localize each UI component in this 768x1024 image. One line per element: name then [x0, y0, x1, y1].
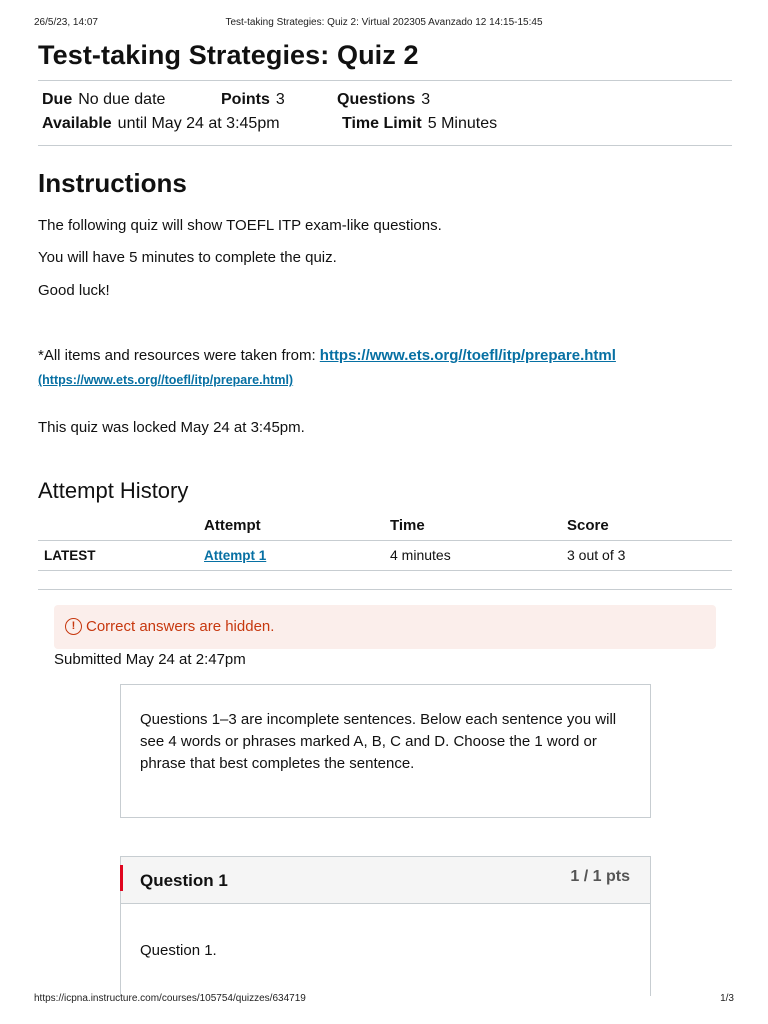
source-note — [38, 346, 732, 366]
print-footer — [34, 993, 734, 1007]
due-label: Due — [42, 91, 73, 108]
due-detail — [42, 89, 165, 111]
column-header: Attempt — [204, 512, 390, 540]
question-marker — [120, 865, 123, 891]
instructions-paragraph: Good luck! — [38, 282, 110, 299]
correct-answers-hidden-alert — [54, 605, 716, 649]
due-value: No due date — [78, 91, 166, 108]
attempt-history-table — [38, 512, 732, 571]
print-datetime: 26/5/23, 14:07 — [34, 17, 98, 28]
page-title: Test-taking Strategies: Quiz 2 — [38, 40, 419, 70]
table-header-row — [38, 512, 732, 540]
question-group-instructions: Questions 1–3 are incomplete sentences. Below each sentence you will see 4 words or phrases marked A, B, C and D. Choose the 1 word or phrase that best completes the sentence. — [140, 710, 617, 772]
points-value: 3 — [275, 91, 285, 108]
points-label: Points — [221, 91, 270, 108]
source-link-paren-line — [38, 370, 732, 390]
question-body — [121, 904, 650, 959]
source-prefix: *All items and resources were taken from: — [38, 347, 320, 364]
attempt-time: 4 minutes — [390, 540, 567, 570]
exclamation-circle-icon: ! — [65, 618, 82, 635]
instructions-paragraph: The following quiz will show TOEFL ITP exam-like questions. — [38, 217, 442, 234]
column-header: Time — [390, 512, 567, 540]
question-card — [120, 856, 651, 996]
locked-note: This quiz was locked May 24 at 3:45pm. — [38, 419, 305, 436]
quiz-content — [38, 38, 732, 996]
divider — [38, 589, 732, 590]
print-url: https://icpna.instructure.com/courses/105754/quizzes/634719 — [34, 993, 306, 1004]
print-header — [34, 17, 734, 31]
question-text: Question 1. — [140, 941, 217, 959]
questions-value: 3 — [421, 91, 431, 108]
latest-label: LATEST — [38, 540, 204, 570]
question-title: Question 1 — [140, 870, 228, 890]
question-header — [121, 857, 650, 904]
available-value: until May 24 at 3:45pm — [117, 115, 280, 132]
instructions-paragraph: You will have 5 minutes to complete the quiz. — [38, 249, 337, 266]
attempt-history-heading: Attempt History — [38, 478, 189, 503]
column-header — [38, 512, 204, 540]
submitted-timestamp: Submitted May 24 at 2:47pm — [54, 650, 246, 668]
attempt-score: 3 out of 3 — [567, 540, 732, 570]
print-page-title: Test-taking Strategies: Quiz 2: Virtual 202305 Avanzado 12 14:15-15:45 — [225, 17, 543, 28]
available-detail — [42, 113, 280, 135]
column-header: Score — [567, 512, 732, 540]
points-detail — [221, 89, 285, 111]
time-limit-label: Time Limit — [342, 115, 422, 132]
time-limit-detail — [342, 113, 497, 135]
print-page-number: 1/3 — [720, 993, 734, 1004]
text-only-question — [120, 684, 651, 818]
questions-detail — [337, 89, 430, 111]
source-link-external[interactable]: (https://www.ets.org//toefl/itp/prepare.html) — [38, 373, 294, 387]
available-label: Available — [42, 115, 112, 132]
time-limit-value: 5 Minutes — [427, 115, 498, 132]
divider — [38, 145, 732, 146]
instructions-heading: Instructions — [38, 168, 187, 198]
table-row — [38, 540, 732, 570]
attempt-link[interactable]: Attempt 1 — [204, 548, 267, 563]
question-points: 1 / 1 pts — [570, 867, 630, 885]
questions-label: Questions — [337, 91, 416, 108]
alert-text: Correct answers are hidden. — [86, 618, 275, 635]
source-link[interactable]: https://www.ets.org//toefl/itp/prepare.html — [319, 347, 616, 364]
quiz-details — [38, 81, 732, 145]
